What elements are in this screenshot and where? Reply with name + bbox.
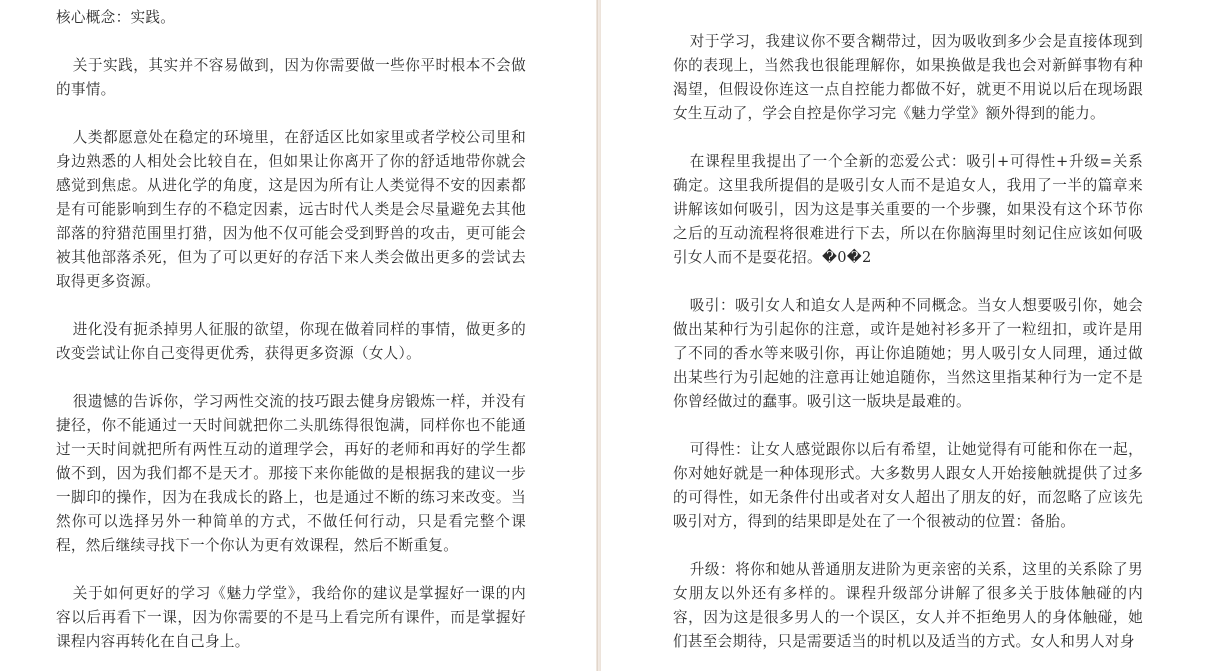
right-page-text	[673, 30, 1143, 671]
right-paragraph-1: 对于学习，我建议你不要含糊带过，因为吸收到多少会是直接体现到你的表现上，当然我也很能理解你，如果换做是我也会对新鲜事物有种渴望，但假设你连这一点自控能力都做不好，就更不用说以后在现场跟女生互动了，学会自控是你学习完《魅力学堂》额外得到的能力。	[673, 33, 1143, 122]
right-paragraph-5: 升级：将你和她从普通朋友进阶为更亲密的关系，这里的关系除了男女朋友以外还有多样的。课程升级部分讲解了很多关于肢体触碰的内容，因为这是很多男人的一个误区，女人并不拒绝男人的身体触碰，她们甚至会期待，只是需要适当的时机以及适当的方式。女人和男人对身	[673, 561, 1143, 650]
left-paragraph-6: 关于如何更好的学习《魅力学堂》，我给你的建议是掌握好一课的内容以后再看下一课，因为你需要的不是马上看完所有课件，而是掌握好课程内容再转化在自己身上。	[56, 585, 526, 650]
left-paragraph-3: 人类都愿意处在稳定的环境里，在舒适区比如家里或者学校公司里和身边熟悉的人相处会比较自在，但如果让你离开了你的舒适地带你就会感觉到焦虑。从进化学的角度，这是因为所有让人类觉得不安的因素都是有可能影响到生存的不稳定因素，远古时代人类是会尽量避免去其他部落的狩猎范围里打猎，因为他不仅可能会受到野兽的攻击，更可能会被其他部落杀死，但为了可以更好的存活下来人类会做出更多的尝试去取得更多资源。	[56, 129, 526, 290]
left-page	[0, 0, 596, 671]
left-paragraph-1: 核心概念：实践。	[56, 9, 176, 26]
gutter-divider	[597, 0, 598, 671]
right-paragraph-2: 在课程里我提出了一个全新的恋爱公式：吸引+可得性+升级=关系确定。这里我所提倡的是吸引女人而不是追女人，我用了一半的篇章来讲解该如何吸引，因为这是事关重要的一个步骤，如果没有这个环节你之后的互动流程将很难进行下去，所以在你脑海里时刻记住应该如何吸引女人而不是耍花招。�0�2	[673, 153, 1143, 266]
right-paragraph-3: 吸引：吸引女人和追女人是两种不同概念。当女人想要吸引你，她会做出某种行为引起你的注意，或许是她衬衫多开了一粒纽扣，或许是用了不同的香水等来吸引你，再让你追随她；男人吸引女人同理，通过做出某些行为引起她的注意再让她追随你，当然这里指某种行为一定不是你曾经做过的蠢事。吸引这一版块是最难的。	[673, 297, 1143, 410]
left-paragraph-4: 进化没有扼杀掉男人征服的欲望，你现在做着同样的事情，做更多的改变尝试让你自己变得更优秀，获得更多资源（女人）。	[56, 321, 526, 362]
left-paragraph-5: 很遗憾的告诉你，学习两性交流的技巧跟去健身房锻炼一样，并没有捷径，你不能通过一天时间就把你二头肌练得很饱满，同样你也不能通过一天时间就把所有两性互动的道理学会，再好的老师和再好的学生都做不到，因为我们都不是天才。那接下来你能做的是根据我的建议一步一脚印的操作，因为在我成长的路上，也是通过不断的练习来改变。当然你可以选择另外一种简单的方式，不做任何行动，只是看完整个课程，然后继续寻找下一个你认为更有效课程，然后不断重复。	[56, 393, 526, 554]
right-page	[601, 0, 1210, 671]
left-paragraph-2: 关于实践，其实并不容易做到，因为你需要做一些你平时根本不会做的事情。	[56, 57, 526, 98]
left-page-text	[56, 6, 526, 671]
right-paragraph-4: 可得性：让女人感觉跟你以后有希望，让她觉得有可能和你在一起，你对她好就是一种体现形式。大多数男人跟女人开始接触就提供了过多的可得性，如无条件付出或者对女人超出了朋友的好，而忽略了应该先吸引对方，得到的结果即是处在了一个很被动的位置：备胎。	[673, 441, 1143, 530]
